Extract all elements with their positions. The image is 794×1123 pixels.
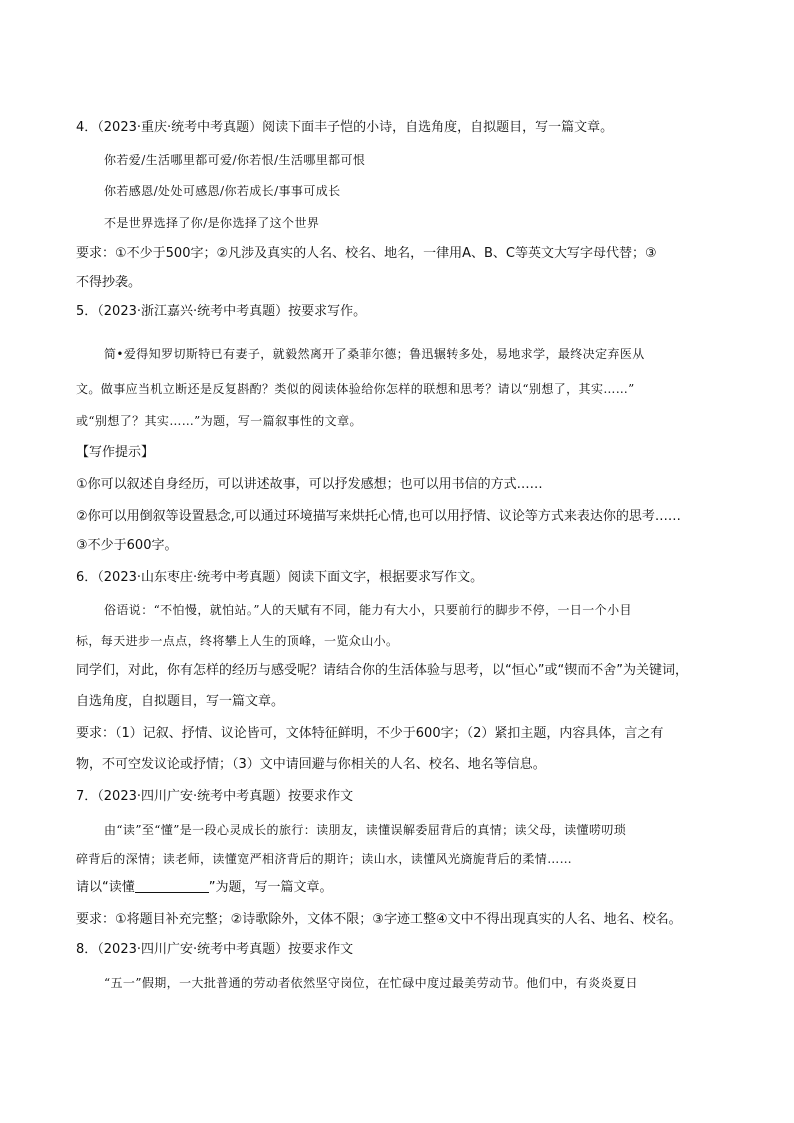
question-6-prompt-line-2: 自选角度，自拟题目，写一篇文章。 <box>76 694 285 709</box>
question-7-prompt <box>76 879 333 897</box>
question-7-prompt-after: ”为题，写一篇文章。 <box>208 880 333 895</box>
question-7-title: 7．（2023·四川广安·统考中考真题）按要求作文 <box>76 789 354 804</box>
writing-tip-3: ③不少于600字。 <box>76 538 178 553</box>
writing-tip-1: ①你可以叙述自身经历，可以讲述故事，可以抒发感想；也可以用书信的方式…… <box>76 477 543 492</box>
fill-in-blank <box>135 879 209 893</box>
writing-tips-heading: 【写作提示】 <box>76 445 155 460</box>
question-8-title: 8．（2023·四川广安·统考中考真题）按要求作文 <box>76 942 354 957</box>
writing-tip-2: ②你可以用倒叙等设置悬念,可以通过环境描写来烘托心情,也可以用抒情、议论等方式来表达你的思考…… <box>76 509 681 524</box>
question-5-quote-line-3: 或“别想了？其实……”为题，写一篇叙事性的文章。 <box>76 414 362 428</box>
poem-line-2: 你若感恩/处处可感恩/你若成长/事事可成长 <box>104 184 341 198</box>
question-5-quote-line-1: 简•爱得知罗切斯特已有妻子，就毅然离开了桑菲尔德；鲁迅辗转多处，易地求学，最终决定弃医从 <box>104 347 645 361</box>
poem-line-1: 你若爱/生活哪里都可爱/你若恨/生活哪里都可恨 <box>104 153 366 167</box>
question-7-requirement-line-1: 要求：①将题目补充完整；②诗歌除外，文体不限；③字迹工整④文中不得出现真实的人名、地名、校名。 <box>76 912 682 927</box>
question-6-prompt-line-1: 同学们，对此，你有怎样的经历与感受呢？请结合你的生活体验与思考，以“恒心”或“锲而不舍”为关键词， <box>76 663 688 678</box>
question-6-quote-line-2: 标，每天进步一点点，终将攀上人生的顶峰，一览众山小。 <box>76 634 399 648</box>
question-6-requirement-line-2: 物，不可空发议论或抒情；（3）文中请回避与你相关的人名、校名、地名等信息。 <box>76 757 546 772</box>
question-6-quote-line-1: 俗语说：“不怕慢，就怕站。”人的天赋有不同，能力有大小，只要前行的脚步不停，一日一个小目 <box>104 603 632 617</box>
poem-line-3: 不是世界选择了你/是你选择了这个世界 <box>104 216 320 230</box>
question-4-requirement-line-1: 要求：①不少于500字；②凡涉及真实的人名、校名、地名，一律用A、B、C等英文大写字母代替；③ <box>76 246 657 261</box>
question-8-quote-line-1: “五一”假期，一大批普通的劳动者依然坚守岗位，在忙碌中度过最美劳动节。他们中，有炎炎夏日 <box>104 976 638 990</box>
question-7-quote-line-2: 碎背后的深情；读老师，读懂宽严相济背后的期许；读山水，读懂风光旖旎背后的柔情…… <box>76 852 573 866</box>
question-7-quote-line-1: 由“读”至“懂”是一段心灵成长的旅行：读朋友，读懂误解委屈背后的真情；读父母，读懂唠叨琐 <box>104 823 627 837</box>
question-5-title: 5．（2023·浙江嘉兴·统考中考真题）按要求写作。 <box>76 304 367 319</box>
question-6-title: 6．（2023·山东枣庄·统考中考真题）阅读下面文字，根据要求写作文。 <box>76 570 484 585</box>
question-4-title: 4．（2023·重庆·统考中考真题）阅读下面丰子恺的小诗，自选角度，自拟题目，写一篇文章。 <box>76 120 614 135</box>
question-4-requirement-line-2: 不得抄袭。 <box>76 275 142 290</box>
question-6-requirement-line-1: 要求：（1）记叙、抒情、议论皆可，文体特征鲜明，不少于600字；（2）紧扣主题，内容具体，言之有 <box>76 726 664 741</box>
question-7-prompt-before: 请以“读懂 <box>76 880 135 895</box>
question-5-quote-line-2: 文。做事应当机立断还是反复斟酌？类似的阅读体验给你怎样的联想和思考？请以“别想了，其实……” <box>76 382 635 396</box>
